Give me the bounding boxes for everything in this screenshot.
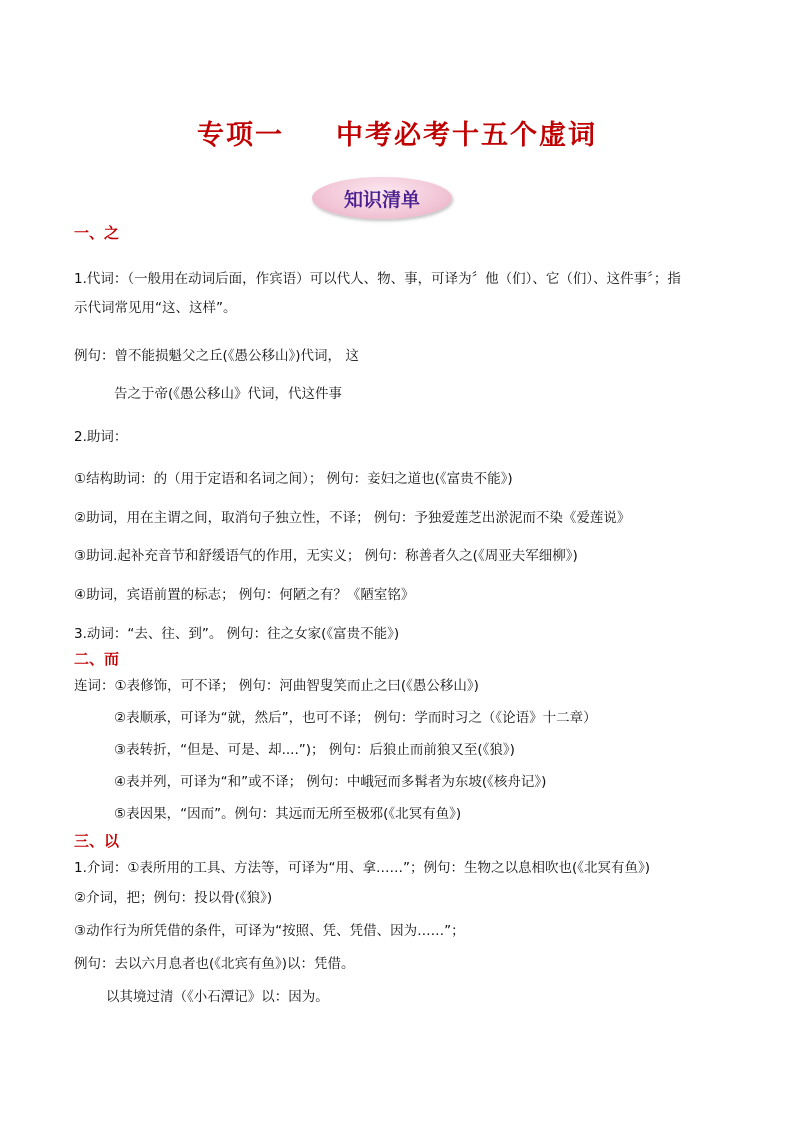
text-line: ④助词，宾语前置的标志； 例句：何陋之有？《陋室铭》 [74,587,415,603]
knowledge-list-badge [312,177,452,219]
text-line: ①结构助词：的（用于定语和名词之间）； 例句：妾妇之道也(《富贵不能》) [74,471,513,487]
text-line: 例句：曾不能损魁父之丘(《愚公移山》)代词， 这 [74,348,359,364]
text-line: ④表并列，可译为“和”或不译； 例句：中峨冠而多髯者为东坡(《核舟记》) [114,774,547,790]
text-line: 3.动词：“去、往、到”。 例句：往之女家(《富贵不能》) [74,626,400,642]
text-line: ②介词，把；例句：投以骨(《狼》) [74,890,273,906]
text-line: 1.介词：①表所用的工具、方法等，可译为“用、拿……”；例句：生物之以息相吹也(《北冥有鱼》) [74,860,651,876]
text-line: ③动作行为所凭借的条件，可译为“按照、凭、凭借、因为……”； [74,923,465,939]
text-line: ③助词.起补充音节和舒缓语气的作用，无实义； 例句：称善者久之(《周亚夫军细柳》) [74,548,578,564]
text-line: 示代词常见用“这、这样”。 [74,300,237,316]
text-line: 2.助词： [74,429,128,445]
text-line: 告之于帝(《愚公移山》代词，代这件事 [114,386,343,402]
title-left: 专项一 [197,120,284,151]
text-line: ③表转折，“但是、可是、却....”)； 例句：后狼止而前狼又至(《狼》) [114,742,515,758]
text-line: 1.代词：（一般用在动词后面，作宾语）可以代人、物、事，可译为〞他（们）、它（们）、这件事〞；指 [74,271,681,287]
page-title [0,113,794,152]
text-line: ②助词，用在主谓之间，取消句子独立性，不译； 例句：予独爱莲芝出淤泥而不染《爱莲说》 [74,510,631,526]
section-heading-er: 二、而 [74,650,120,668]
text-line: ②表顺承，可译为“就，然后”，也可不译； 例句：学而时习之（《论语》十二章） [114,710,597,726]
badge-label: 知识清单 [343,188,420,211]
text-line: 以其境过清（《小石潭记》以：因为。 [106,989,329,1005]
title-right: 中考必考十五个虚词 [336,120,597,151]
section-heading-zhi: 一、之 [74,224,120,242]
text-line: ⑤表因果，“因而”。例句：其远而无所至极邪(《北冥有鱼》) [114,806,462,822]
text-line: 例句：去以六月息者也(《北宾有鱼》)以：凭借。 [74,956,355,972]
text-line: 连词：①表修饰，可不译； 例句：河曲智叟笑而止之曰(《愚公移山》) [74,678,479,694]
section-heading-yi: 三、以 [74,832,120,850]
